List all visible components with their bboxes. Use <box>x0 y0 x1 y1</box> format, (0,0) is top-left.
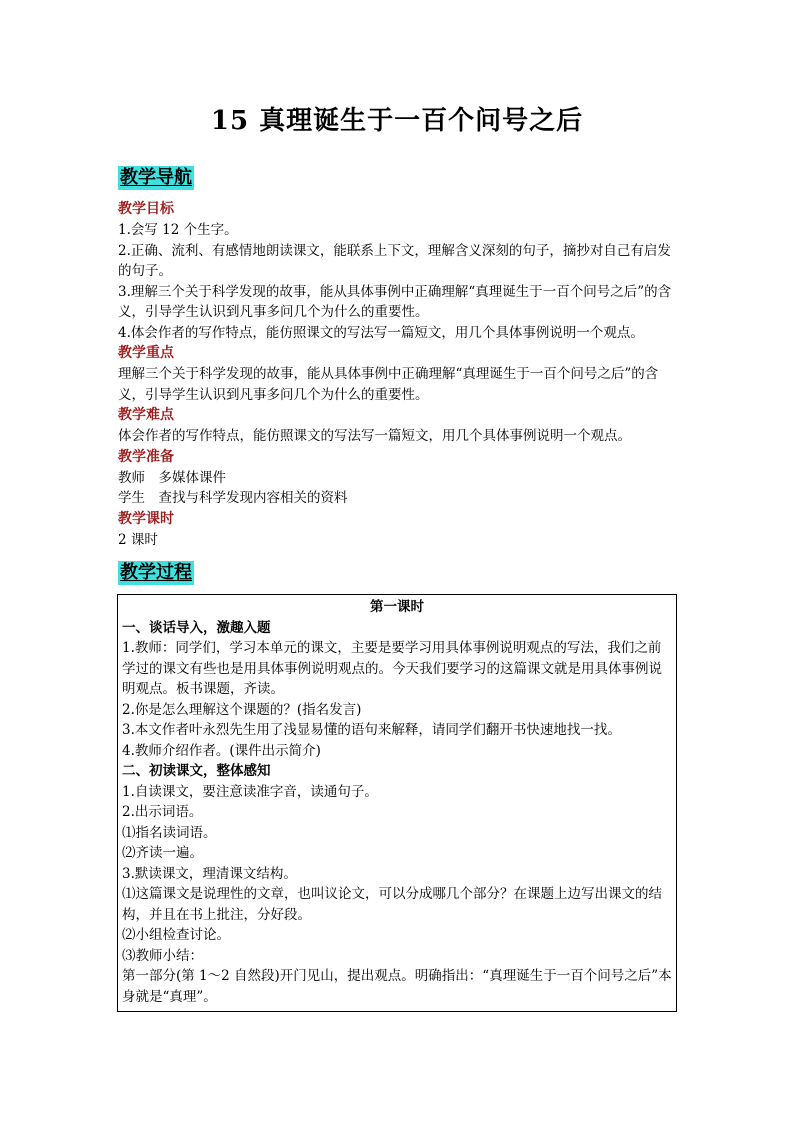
section-tag-process: 教学过程 <box>120 562 192 583</box>
lesson-line: 1.自读课文，要注意读准字音，读通句子。 <box>122 783 378 800</box>
difficulties-heading: 教学难点 <box>118 407 174 423</box>
key-points-heading: 教学重点 <box>118 345 174 361</box>
lesson-line: 3.本文作者叶永烈先生用了浅显易懂的语句来解释，请同学们翻开书快速地找一找。 <box>122 722 621 738</box>
lesson-line: 3.默读课文，理清课文结构。 <box>122 865 297 882</box>
page-title: 15 真理诞生于一百个问号之后 <box>210 106 584 136</box>
lesson-line: 1.教师：同学们，学习本单元的课文，主要是要学习用具体事例说明观点的写法，我们之前学过的课文有些也是用具体事例说明观点的。今天我们要学习的这篇课文就是用具体事例说明观点。板书课题，齐读。 <box>122 640 662 697</box>
class-hours-heading: 教学课时 <box>118 510 174 527</box>
goals-heading: 教学目标 <box>118 201 174 217</box>
lesson-line: 第一部分(第 1～2 自然段)开门见山，提出观点。明确指出：“真理诞生于一百个问号之后”本身就是“真理”。 <box>122 968 672 1005</box>
lesson-line: ⑴这篇课文是说理性的文章，也叫议论文，可以分成哪几个部分？在课题上边写出课文的结构，并且在书上批注，分好段。 <box>122 886 662 923</box>
lesson-line: ⑵齐读一遍。 <box>122 845 203 861</box>
lesson-line: 2.你是怎么理解这个课题的？(指名发言) <box>122 701 362 718</box>
lesson-section-heading: 一、谈话导入，激趣入题 <box>122 619 271 636</box>
goal-item: 3.理解三个关于科学发现的故事，能从具体事例中正确理解“真理诞生于一百个问号之后”的含义，引导学生认识到凡事多问几个为什么的重要性。 <box>118 283 672 320</box>
lesson-line: 4.教师介绍作者。(课件出示简介) <box>122 742 321 759</box>
difficulties-text: 体会作者的写作特点，能仿照课文的写法写一篇短文，用几个具体事例说明一个观点。 <box>118 428 631 444</box>
navigation-content <box>118 199 678 550</box>
goal-item: 1.会写 12 个生字。 <box>118 222 238 238</box>
section-tag-navigation: 教学导航 <box>120 167 192 188</box>
lesson-line: ⑶教师小结： <box>122 947 203 964</box>
preparation-heading: 教学准备 <box>118 448 174 465</box>
preparation-item: 学生 查找与科学发现内容相关的资料 <box>118 490 348 506</box>
lesson-section-heading: 二、初读课文，整体感知 <box>122 763 271 779</box>
lesson-plan-box <box>117 594 677 1012</box>
lesson-heading: 第一课时 <box>370 599 424 615</box>
goal-item: 2.正确、流利、有感情地朗读课文，能联系上下文，理解含义深刻的句子，摘抄对自己有启发的句子。 <box>118 242 671 279</box>
lesson-line: 2.出示词语。 <box>122 804 203 820</box>
lesson-line: ⑴指名读词语。 <box>122 824 217 841</box>
preparation-item: 教师 多媒体课件 <box>118 469 226 486</box>
class-hours-text: 2 课时 <box>118 531 158 548</box>
goal-item: 4.体会作者的写作特点，能仿照课文的写法写一篇短文，用几个具体事例说明一个观点。 <box>118 324 644 341</box>
key-points-text: 理解三个关于科学发现的故事，能从具体事例中正确理解“真理诞生于一百个问号之后”的含义，引导学生认识到凡事多问几个为什么的重要性。 <box>118 366 659 403</box>
lesson-line: ⑵小组检查讨论。 <box>122 927 230 943</box>
lesson-lines <box>122 618 672 1008</box>
